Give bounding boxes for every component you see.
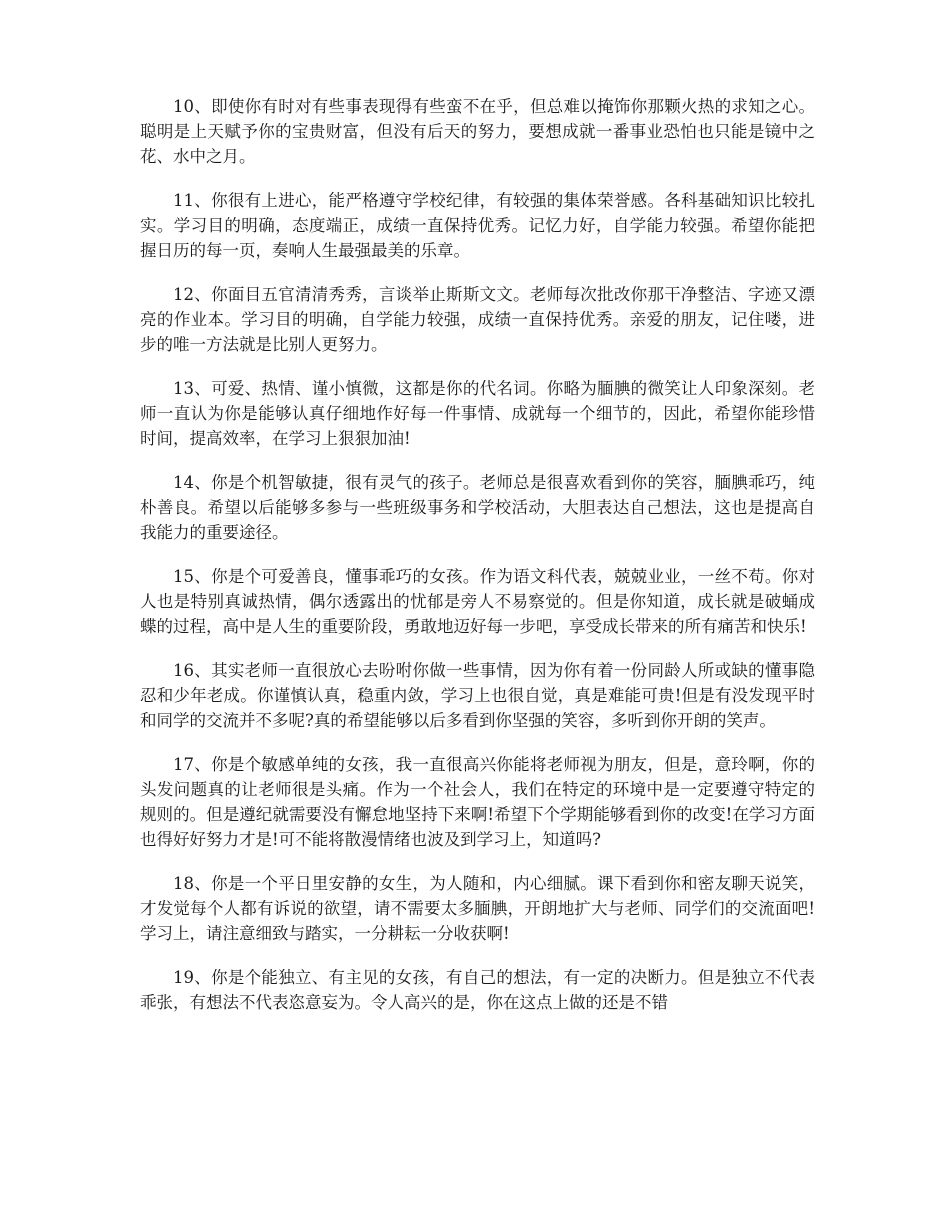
comment-paragraph-16: 16、其实老师一直很放心去吩咐你做一些事情，因为你有着一份同龄人所或缺的懂事隐忍和少年老成。你谨慎认真，稳重内敛，学习上也很自觉，真是难能可贵!但是有没发现平时和同学的交流并不多呢?真的希望能够以后多看到你坚强的笑容，多听到你开朗的笑声。: [140, 661, 815, 730]
comment-paragraph-12: 12、你面目五官清清秀秀，言谈举止斯斯文文。老师每次批改你那干净整洁、字迹又漂亮的作业本。学习目的明确，自学能力较强，成绩一直保持优秀。亲爱的朋友，记住喽，进步的唯一方法就是比别人更努力。: [140, 285, 815, 354]
document-page: [140, 94, 815, 1034]
comment-paragraph-19: 19、你是个能独立、有主见的女孩，有自己的想法，有一定的决断力。但是独立不代表乖张，有想法不代表恣意妄为。令人高兴的是，你在这点上做的还是不错: [140, 968, 815, 1012]
comment-paragraph-13: 13、可爱、热情、谨小慎微，这都是你的代名词。你略为腼腆的微笑让人印象深刻。老师一直认为你是能够认真仔细地作好每一件事情、成就每一个细节的，因此，希望你能珍惜时间，提高效率，在学习上狠狠加油!: [140, 379, 815, 448]
comment-paragraph-10: 10、即使你有时对有些事表现得有些蛮不在乎，但总难以掩饰你那颗火热的求知之心。聪明是上天赋予你的宝贵财富，但没有后天的努力，要想成就一番事业恐怕也只能是镜中之花、水中之月。: [140, 97, 815, 166]
comment-paragraph-18: 18、你是一个平日里安静的女生，为人随和，内心细腻。课下看到你和密友聊天说笑，才发觉每个人都有诉说的欲望，请不需要太多腼腆，开朗地扩大与老师、同学们的交流面吧!学习上，请注意细致与踏实，一分耕耘一分收获啊!: [140, 874, 815, 943]
comment-paragraph-15: 15、你是个可爱善良，懂事乖巧的女孩。作为语文科代表，兢兢业业，一丝不苟。你对人也是特别真诚热情，偶尔透露出的忧郁是旁人不易察觉的。但是你知道，成长就是破蛹成蝶的过程，高中是人生的重要阶段，勇敢地迈好每一步吧，享受成长带来的所有痛苦和快乐!: [140, 567, 815, 636]
comment-paragraph-11: 11、你很有上进心，能严格遵守学校纪律，有较强的集体荣誉感。各科基础知识比较扎实。学习目的明确，态度端正，成绩一直保持优秀。记忆力好，自学能力较强。希望你能把握日历的每一页，奏响人生最强最美的乐章。: [140, 191, 815, 260]
comment-paragraph-14: 14、你是个机智敏捷，很有灵气的孩子。老师总是很喜欢看到你的笑容，腼腆乖巧，纯朴善良。希望以后能够多参与一些班级事务和学校活动，大胆表达自己想法，这也是提高自我能力的重要途径。: [140, 473, 815, 542]
comment-paragraph-17: 17、你是个敏感单纯的女孩，我一直很高兴你能将老师视为朋友，但是，意玲啊，你的头发问题真的让老师很是头痛。作为一个社会人，我们在特定的环境中是一定要遵守特定的规则的。但是遵纪就需要没有懈怠地坚持下来啊!希望下个学期能够看到你的改变!在学习方面也得好好努力才是!可不能将散漫情绪也波及到学习上，知道吗?: [140, 755, 815, 849]
